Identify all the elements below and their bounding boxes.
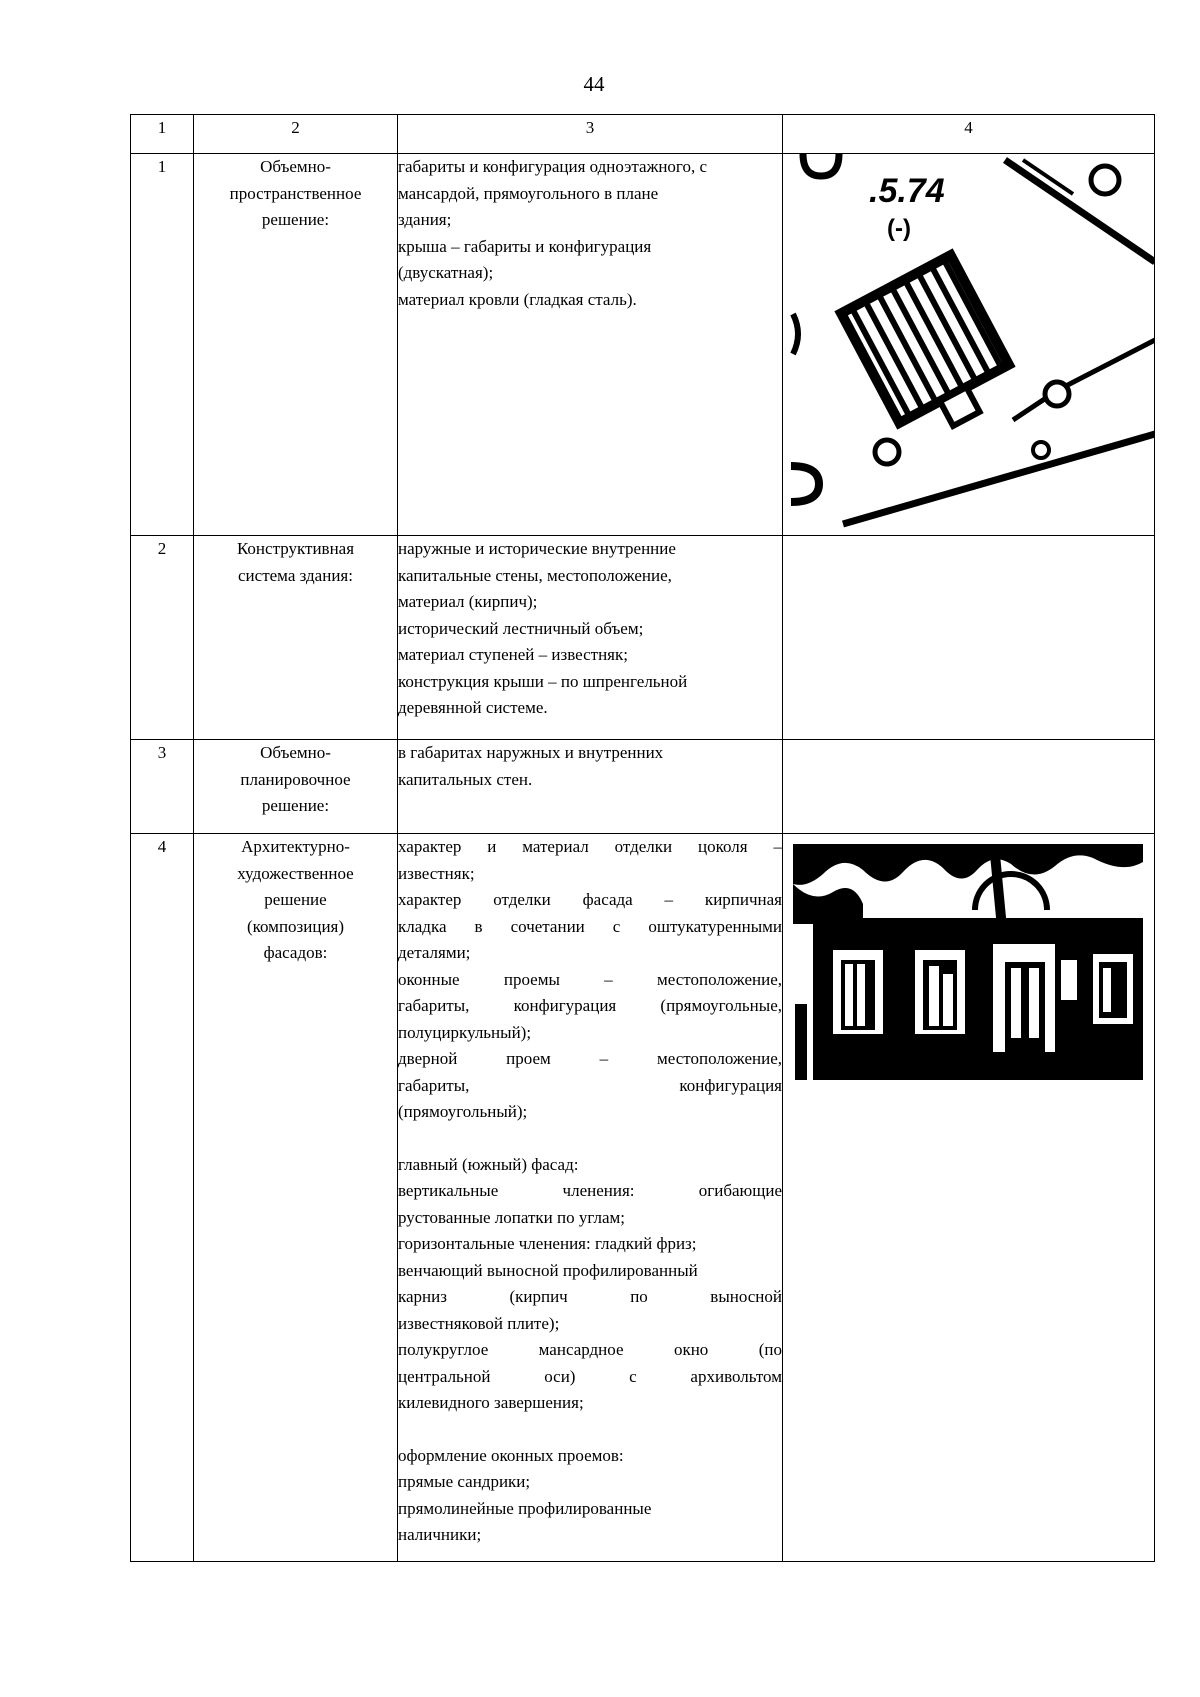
description-line: наружные и исторические внутренние bbox=[398, 539, 676, 558]
description-line: карниз (кирпич по выносной bbox=[398, 1287, 782, 1306]
description-line: главный (южный) фасад: bbox=[398, 1154, 579, 1174]
description-line: полуциркульный); bbox=[398, 1022, 532, 1042]
description-line: (двускатная); bbox=[398, 263, 494, 282]
plan-marker-icon bbox=[1045, 382, 1069, 406]
plan-marker-icon bbox=[793, 314, 798, 354]
row-number: 1 bbox=[131, 154, 194, 536]
row-number: 3 bbox=[131, 740, 194, 834]
monument-subject-table bbox=[130, 114, 1155, 1562]
row-name bbox=[194, 154, 398, 536]
row-name-line: решение: bbox=[261, 210, 330, 229]
description-line: характер отделки фасада – кирпичная bbox=[398, 890, 782, 909]
row-description bbox=[398, 154, 783, 536]
row-number: 2 bbox=[131, 536, 194, 740]
facade-photo-cell bbox=[783, 834, 1155, 1562]
description-line: полукруглое мансардное окно (по bbox=[398, 1340, 782, 1359]
description-line: характер и материал отделки цоколя – bbox=[398, 837, 782, 856]
description-line: деталями; bbox=[398, 943, 471, 962]
plan-road-line bbox=[1005, 160, 1155, 262]
description-line: конструкция крыши – по шпренгельной bbox=[398, 671, 688, 691]
plan-marker-icon bbox=[791, 466, 819, 502]
row-number: 4 bbox=[131, 834, 194, 1562]
description-line: исторический лестничный объем; bbox=[398, 618, 644, 638]
plan-road-line bbox=[1013, 340, 1155, 420]
description-line: известняк; bbox=[398, 863, 475, 883]
facade-photo bbox=[793, 844, 1143, 1080]
row-name-line: Конструктивная bbox=[236, 539, 355, 558]
plan-elevation-label: .5.74 bbox=[869, 172, 945, 210]
description-line: материал кровли (гладкая сталь). bbox=[398, 289, 637, 309]
plan-marker-icon bbox=[1091, 166, 1119, 194]
description-line: кладка в сочетании с оштукатуренными bbox=[398, 916, 782, 936]
row-name-line: художественное bbox=[237, 863, 354, 883]
row-name-line: решение: bbox=[261, 796, 330, 815]
description-line: рустованные лопатки по углам; bbox=[398, 1207, 625, 1227]
description-line: капитальных стен. bbox=[398, 769, 533, 789]
description-line: вертикальные членения: огибающие bbox=[398, 1181, 782, 1200]
row-name-line: система здания: bbox=[238, 565, 353, 585]
description-line: центральной оси) с архивольтом bbox=[398, 1366, 782, 1386]
table-row bbox=[131, 740, 1155, 834]
description-line: материал ступеней – известняк; bbox=[398, 645, 628, 664]
row-description bbox=[398, 536, 783, 740]
plan-road-line bbox=[843, 434, 1155, 524]
description-line: (прямоугольный); bbox=[398, 1102, 528, 1121]
building-footprint bbox=[841, 255, 1022, 447]
row-name bbox=[194, 834, 398, 1562]
description-line: прямые сандрики; bbox=[398, 1472, 531, 1491]
table-row bbox=[131, 154, 1155, 536]
description-line: крыша – габариты и конфигурация bbox=[398, 236, 652, 256]
description-line: оформление оконных проемов: bbox=[398, 1445, 624, 1465]
description-line: деревянной системе. bbox=[398, 698, 548, 717]
description-line: здания; bbox=[398, 210, 452, 229]
plan-sublabel: (-) bbox=[887, 215, 911, 242]
description-line: килевидного завершения; bbox=[398, 1393, 584, 1412]
row-name-line: решение bbox=[264, 890, 327, 909]
page-number: 44 bbox=[583, 72, 605, 96]
column-header: 3 bbox=[398, 115, 783, 154]
description-line: в габаритах наружных и внутренних bbox=[398, 743, 664, 762]
column-header: 2 bbox=[194, 115, 398, 154]
description-line: габариты и конфигурация одноэтажного, с bbox=[398, 157, 708, 176]
site-plan-cell bbox=[783, 154, 1155, 536]
row-description bbox=[398, 834, 783, 1562]
blank-line bbox=[398, 1126, 782, 1152]
row-name-line: Архитектурно- bbox=[241, 837, 350, 856]
plan-marker-icon bbox=[875, 440, 899, 464]
description-line: габариты, конфигурация bbox=[398, 1075, 782, 1095]
description-line: материал (кирпич); bbox=[398, 592, 538, 611]
description-line: дверной проем – местоположение, bbox=[398, 1049, 782, 1068]
description-line: горизонтальные членения: гладкий фриз; bbox=[398, 1234, 697, 1253]
table-row bbox=[131, 536, 1155, 740]
row-name-line: пространственное bbox=[229, 183, 362, 203]
row-name-line: Объемно- bbox=[260, 743, 331, 762]
description-line: габариты, конфигурация (прямоугольные, bbox=[398, 996, 782, 1015]
table-header-row bbox=[131, 115, 1155, 154]
plan-marker-icon bbox=[1033, 442, 1049, 458]
plan-marker-icon bbox=[803, 154, 839, 176]
description-line: прямолинейные профилированные bbox=[398, 1498, 652, 1518]
table-row bbox=[131, 834, 1155, 1562]
empty-cell bbox=[783, 740, 1155, 834]
row-description bbox=[398, 740, 783, 834]
description-line: венчающий выносной профилированный bbox=[398, 1260, 698, 1280]
description-line: капитальные стены, местоположение, bbox=[398, 565, 672, 585]
empty-cell bbox=[783, 536, 1155, 740]
row-name-line: (композиция) bbox=[246, 916, 345, 936]
row-name-line: фасадов: bbox=[263, 943, 328, 962]
blank-line bbox=[398, 1417, 782, 1443]
column-header: 1 bbox=[131, 115, 194, 154]
row-name bbox=[194, 740, 398, 834]
row-name-line: Объемно- bbox=[260, 157, 331, 176]
description-line: мансардой, прямоугольного в плане bbox=[398, 183, 659, 203]
row-name bbox=[194, 536, 398, 740]
description-line: оконные проемы – местоположение, bbox=[398, 969, 782, 989]
description-line: известняковой плите); bbox=[398, 1313, 560, 1333]
site-plan-image bbox=[783, 154, 1155, 535]
row-name-line: планировочное bbox=[240, 769, 351, 789]
description-line: наличники; bbox=[398, 1525, 482, 1544]
column-header: 4 bbox=[783, 115, 1155, 154]
